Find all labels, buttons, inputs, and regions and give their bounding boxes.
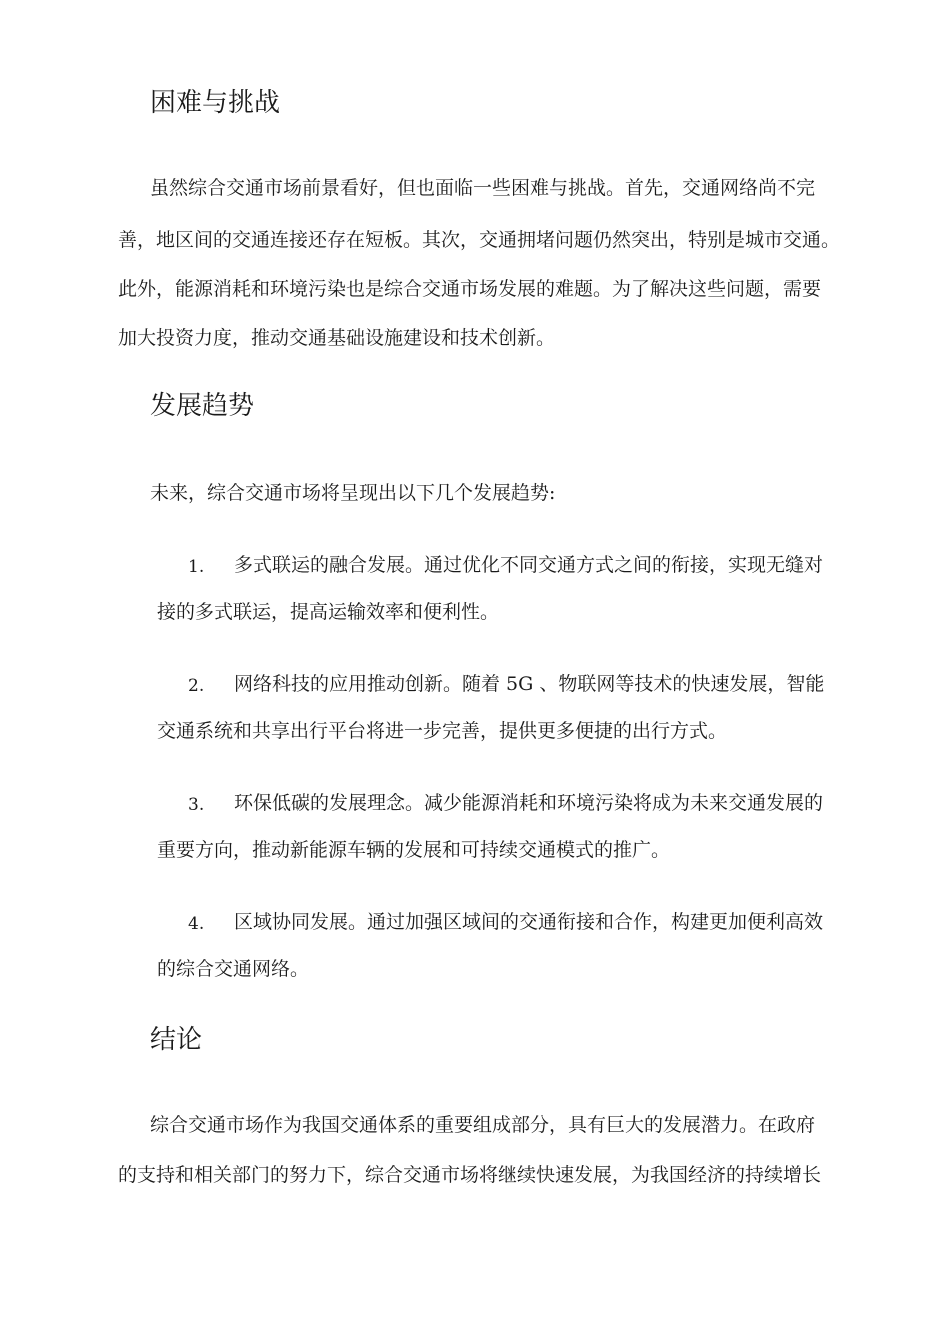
list-item-line: 区域协同发展。通过加强区域间的交通衔接和合作，构建更加便利高效 [234,911,824,933]
paragraph-line: 善，地区间的交通连接还存在短板。其次，交通拥堵问题仍然突出，特别是城市交通。 [118,229,841,251]
paragraph-line: 综合交通市场作为我国交通体系的重要组成部分，具有巨大的发展潜力。在政府 [150,1114,816,1136]
list-item-line: 的综合交通网络。 [157,958,310,980]
list-number: 4. [188,914,205,934]
list-item-line: 多式联运的融合发展。通过优化不同交通方式之间的衔接，实现无缝对 [234,554,824,576]
section-heading-trends: 发展趋势 [150,391,255,421]
section-heading-conclusion: 结论 [150,1025,203,1055]
paragraph-line: 虽然综合交通市场前景看好，但也面临一些困难与挑战。首先，交通网络尚不完 [150,177,816,199]
paragraph-line: 此外，能源消耗和环境污染也是综合交通市场发展的难题。为了解决这些问题，需要 [118,278,822,300]
list-number: 2. [188,676,205,696]
list-item-line: 接的多式联运，提高运输效率和便利性。 [157,601,500,623]
list-item-line: 网络科技的应用推动创新。随着 5G 、物联网等技术的快速发展，智能 [234,673,825,695]
list-item-line: 环保低碳的发展理念。减少能源消耗和环境污染将成为未来交通发展的 [234,792,824,814]
list-item-line: 重要方向，推动新能源车辆的发展和可持续交通模式的推广。 [157,839,671,861]
paragraph-line: 加大投资力度，推动交通基础设施建设和技术创新。 [118,327,556,349]
paragraph-line: 的支持和相关部门的努力下，综合交通市场将继续快速发展，为我国经济的持续增长 [118,1164,822,1186]
list-number: 1. [188,557,205,577]
section-heading-challenges: 困难与挑战 [150,88,281,118]
intro-line: 未来，综合交通市场将呈现出以下几个发展趋势: [150,482,556,504]
list-number: 3. [188,795,205,815]
list-item-line: 交通系统和共享出行平台将进一步完善，提供更多便捷的出行方式。 [157,720,728,742]
